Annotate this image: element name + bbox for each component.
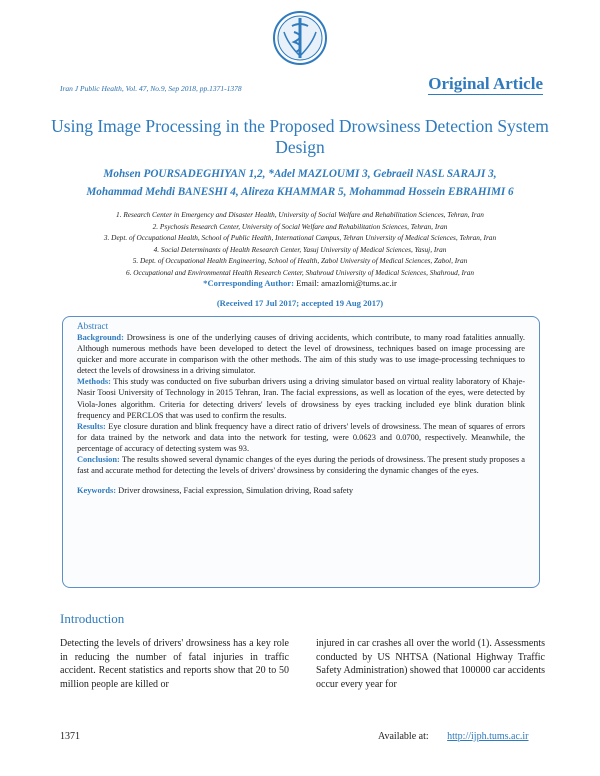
corresponding-author xyxy=(0,278,600,288)
affiliation-item: 4. Social Determinants of Health Research Center, Yasuj University of Medical Sciences, Yasuj, Iran xyxy=(153,244,447,254)
journal-logo-icon xyxy=(270,10,330,66)
abstract-conclusion xyxy=(77,454,525,476)
keywords-text: Driver drowsiness, Facial expression, Simulation driving, Road safety xyxy=(116,486,354,496)
journal-url-link[interactable]: http://ijph.tums.ac.ir xyxy=(447,731,529,742)
journal-citation: Iran J Public Health, Vol. 47, No.9, Sep 2018, pp.1371-1378 xyxy=(60,84,242,93)
abstract-methods xyxy=(77,376,525,420)
abstract-results xyxy=(77,421,525,454)
background-label: Background: xyxy=(77,333,124,342)
page-number: 1371 xyxy=(60,731,80,742)
paper-title: Using Image Processing in the Proposed Drowsiness Detection System Design xyxy=(51,116,549,157)
results-text: Eye closure duration and blink frequency have a direct ratio of drivers' levels of drowsiness. The mean of squares of errors for data trained by the network and data into the network for testing, were 0.0623 and 0.0700, respectively. Meanwhile, the percentage of accuracy of detecting system was 93. xyxy=(77,421,525,453)
affiliation-item: 2. Psychosis Research Center, University of Social Welfare and Rehabilitation Sciences, Tehran, Iran xyxy=(152,221,448,231)
body-column-right: injured in car crashes all over the world (1). Assessments conducted by US NHTSA (National Highway Traffic Safety Administration) showed that 100000 car accidents occur every year for xyxy=(316,638,545,691)
keywords-label: Keywords: xyxy=(77,486,117,496)
introduction-heading: Introduction xyxy=(60,611,125,626)
abstract-background xyxy=(77,332,525,376)
background-text: Drowsiness is one of the underlying causes of driving accidents, which contribute, to many road fatalities annually. Although numerous methods have been developed to detect the level of drowsiness, techniques based on image processing are quicker and more accurate in comparison with the other methods. The aim of this study was to use image-processing techniques to detect the levels of drowsiness in a driving simulator. xyxy=(77,333,525,376)
article-type-label: Original Article xyxy=(428,74,543,93)
keywords xyxy=(77,485,525,496)
abstract-box xyxy=(62,316,540,588)
abstract-heading: Abstract xyxy=(77,321,109,331)
corresponding-label: *Corresponding Author: xyxy=(203,278,294,288)
conclusion-label: Conclusion: xyxy=(77,455,120,465)
affiliation-item: 6. Occupational and Environmental Health Research Center, Shahroud University of Medical Sciences, Shahroud, Iran xyxy=(125,267,475,277)
body-column-left: Detecting the levels of drivers' drowsiness has a key role in reducing the number of fatal injuries in traffic accident. Recent statistics and reports show that 20 to 50 million people are killed or xyxy=(60,638,289,691)
author-line-2: Mohammad Mehdi BANESHI 4, Alireza KHAMMAR 5, Mohammad Hossein EBRAHIMI 6 xyxy=(86,186,514,198)
methods-label: Methods: xyxy=(77,377,111,387)
available-label: Available at: xyxy=(378,731,429,742)
affiliation-item: 1. Research Center in Emergency and Disaster Health, University of Social Welfare and Rehabilitation Sciences, Tehran, Iran xyxy=(116,210,484,219)
author-line-1: Mohsen POURSADEGHIYAN 1,2, *Adel MAZLOUMI 3, Gebraeil NASL SARAJI 3, xyxy=(103,168,497,180)
corresponding-email[interactable]: Email: amazlomi@tums.ac.ir xyxy=(296,278,397,288)
affiliation-item: 3. Dept. of Occupational Health, School of Public Health, International Campus, Tehran University of Medical Sciences, Tehran, Iran xyxy=(103,233,497,242)
conclusion-text: The results showed several dynamic changes of the eyes during the periods of drowsiness. The present study proposes a fast and accurate method for detecting the levels of drivers' drowsiness by considering the dynamic changes of the eyes. xyxy=(77,455,525,476)
received-dates: (Received 17 Jul 2017; accepted 19 Aug 2017) xyxy=(216,298,384,308)
author-list xyxy=(30,165,570,201)
results-label: Results: xyxy=(77,421,106,431)
methods-text: This study was conducted on five suburban drivers using a driving simulator based on virtual reality laboratory of Khaje-Nasir Toosi University of Technology in 2015 Tehran, Iran. The facial expressions, as well as location of the eyes, were detected by Viola-Jones algorithm. Criteria for detecting drivers' levels of drowsiness by eyes tracking included eye blink duration blink frequency and PERCLOS that was used to confirm the results. xyxy=(77,377,525,420)
footer-availability xyxy=(378,731,529,742)
affiliation-list xyxy=(58,209,542,278)
affiliation-item: 5. Dept. of Occupational Health Engineering, School of Health, Zabol University of Medical Sciences, Zabol, Iran xyxy=(132,256,468,265)
